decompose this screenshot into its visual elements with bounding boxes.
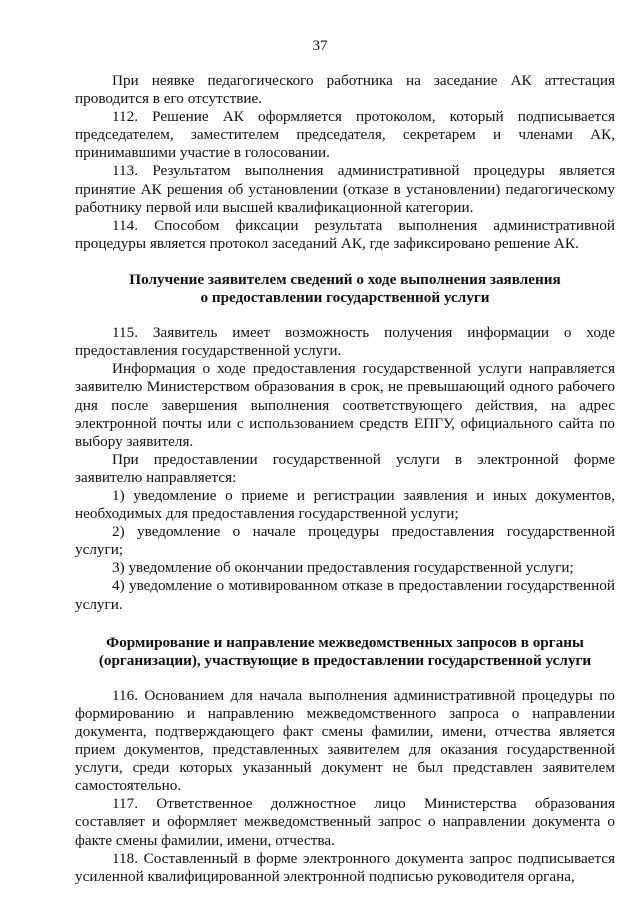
heading-line: Получение заявителем сведений о ходе выполнения заявления	[129, 270, 561, 288]
paragraph-info-delivery: Информация о ходе предоставления государственной услуги направляется заявителю Министерством образования в срок, не превышающий одного рабочего дня после завершения выполнения соответствующего действия, на адрес электронной почты или с использованием средств ЕПГУ, официального сайта по выбору заявителя.	[75, 360, 615, 450]
list-item-3: 3) уведомление об окончании предоставления государственной услуги;	[112, 559, 574, 577]
paragraph-112: 112. Решение АК оформляется протоколом, который подписывается председателем, заместителем председателя, секретарем и членами АК, принимавшими участие в голосовании.	[75, 108, 615, 162]
paragraph-114: 114. Способом фиксации результата выполнения административной процедуры является протокол заседаний АК, где зафиксировано решение АК.	[75, 216, 615, 252]
heading-line: (организации), участвующие в предоставлении государственной услуги	[98, 651, 592, 669]
document-body	[75, 72, 615, 886]
paragraph-117: 117. Ответственное должностное лицо Министерства образования составляет и оформляет межведомственный запрос о направлении документа о факте смены фамилии, имени, отчества.	[75, 795, 615, 849]
paragraph-115: 115. Заявитель имеет возможность получения информации о ходе предоставления государственной услуги.	[75, 324, 615, 360]
paragraph-absence: При неявке педагогического работника на заседание АК аттестация проводится в его отсутствие.	[75, 72, 615, 108]
heading-line: Формирование и направление межведомственных запросов в органы	[106, 633, 584, 651]
page-number: 37	[312, 38, 328, 54]
heading-line: о предоставлении государственной услуги	[200, 289, 490, 307]
list-item-1: 1) уведомление о приеме и регистрации заявления и иных документов, необходимых для предоставления государственной услуги;	[75, 486, 615, 523]
list-item-4: 4) уведомление о мотивированном отказе в предоставлении государственной услуги.	[75, 577, 615, 613]
list-item-2: 2) уведомление о начале процедуры предоставления государственной услуги;	[75, 523, 615, 559]
paragraph-113: 113. Результатом выполнения административной процедуры является принятие АК решения об установлении (отказе в установлении) педагогическому работнику первой или высшей квалификационной категории.	[75, 162, 615, 216]
section-heading-progress-info	[75, 271, 615, 307]
paragraph-electronic-form: При предоставлении государственной услуги в электронной форме заявителю направляется:	[75, 450, 615, 486]
paragraph-118: 118. Составленный в форме электронного документа запрос подписывается усиленной квалифицированной электронной подписью руководителя органа,	[75, 849, 615, 885]
section-heading-interagency-requests	[75, 634, 615, 670]
paragraph-116: 116. Основанием для начала выполнения административной процедуры по формированию и направлению межведомственного запроса о направлении документа, подтверждающего факт смены фамилии, имени, отчества является прием документов, представленных заявителем для оказания государственной услуги, среди которых указанный документ не был представлен заявителем самостоятельно.	[75, 686, 615, 795]
